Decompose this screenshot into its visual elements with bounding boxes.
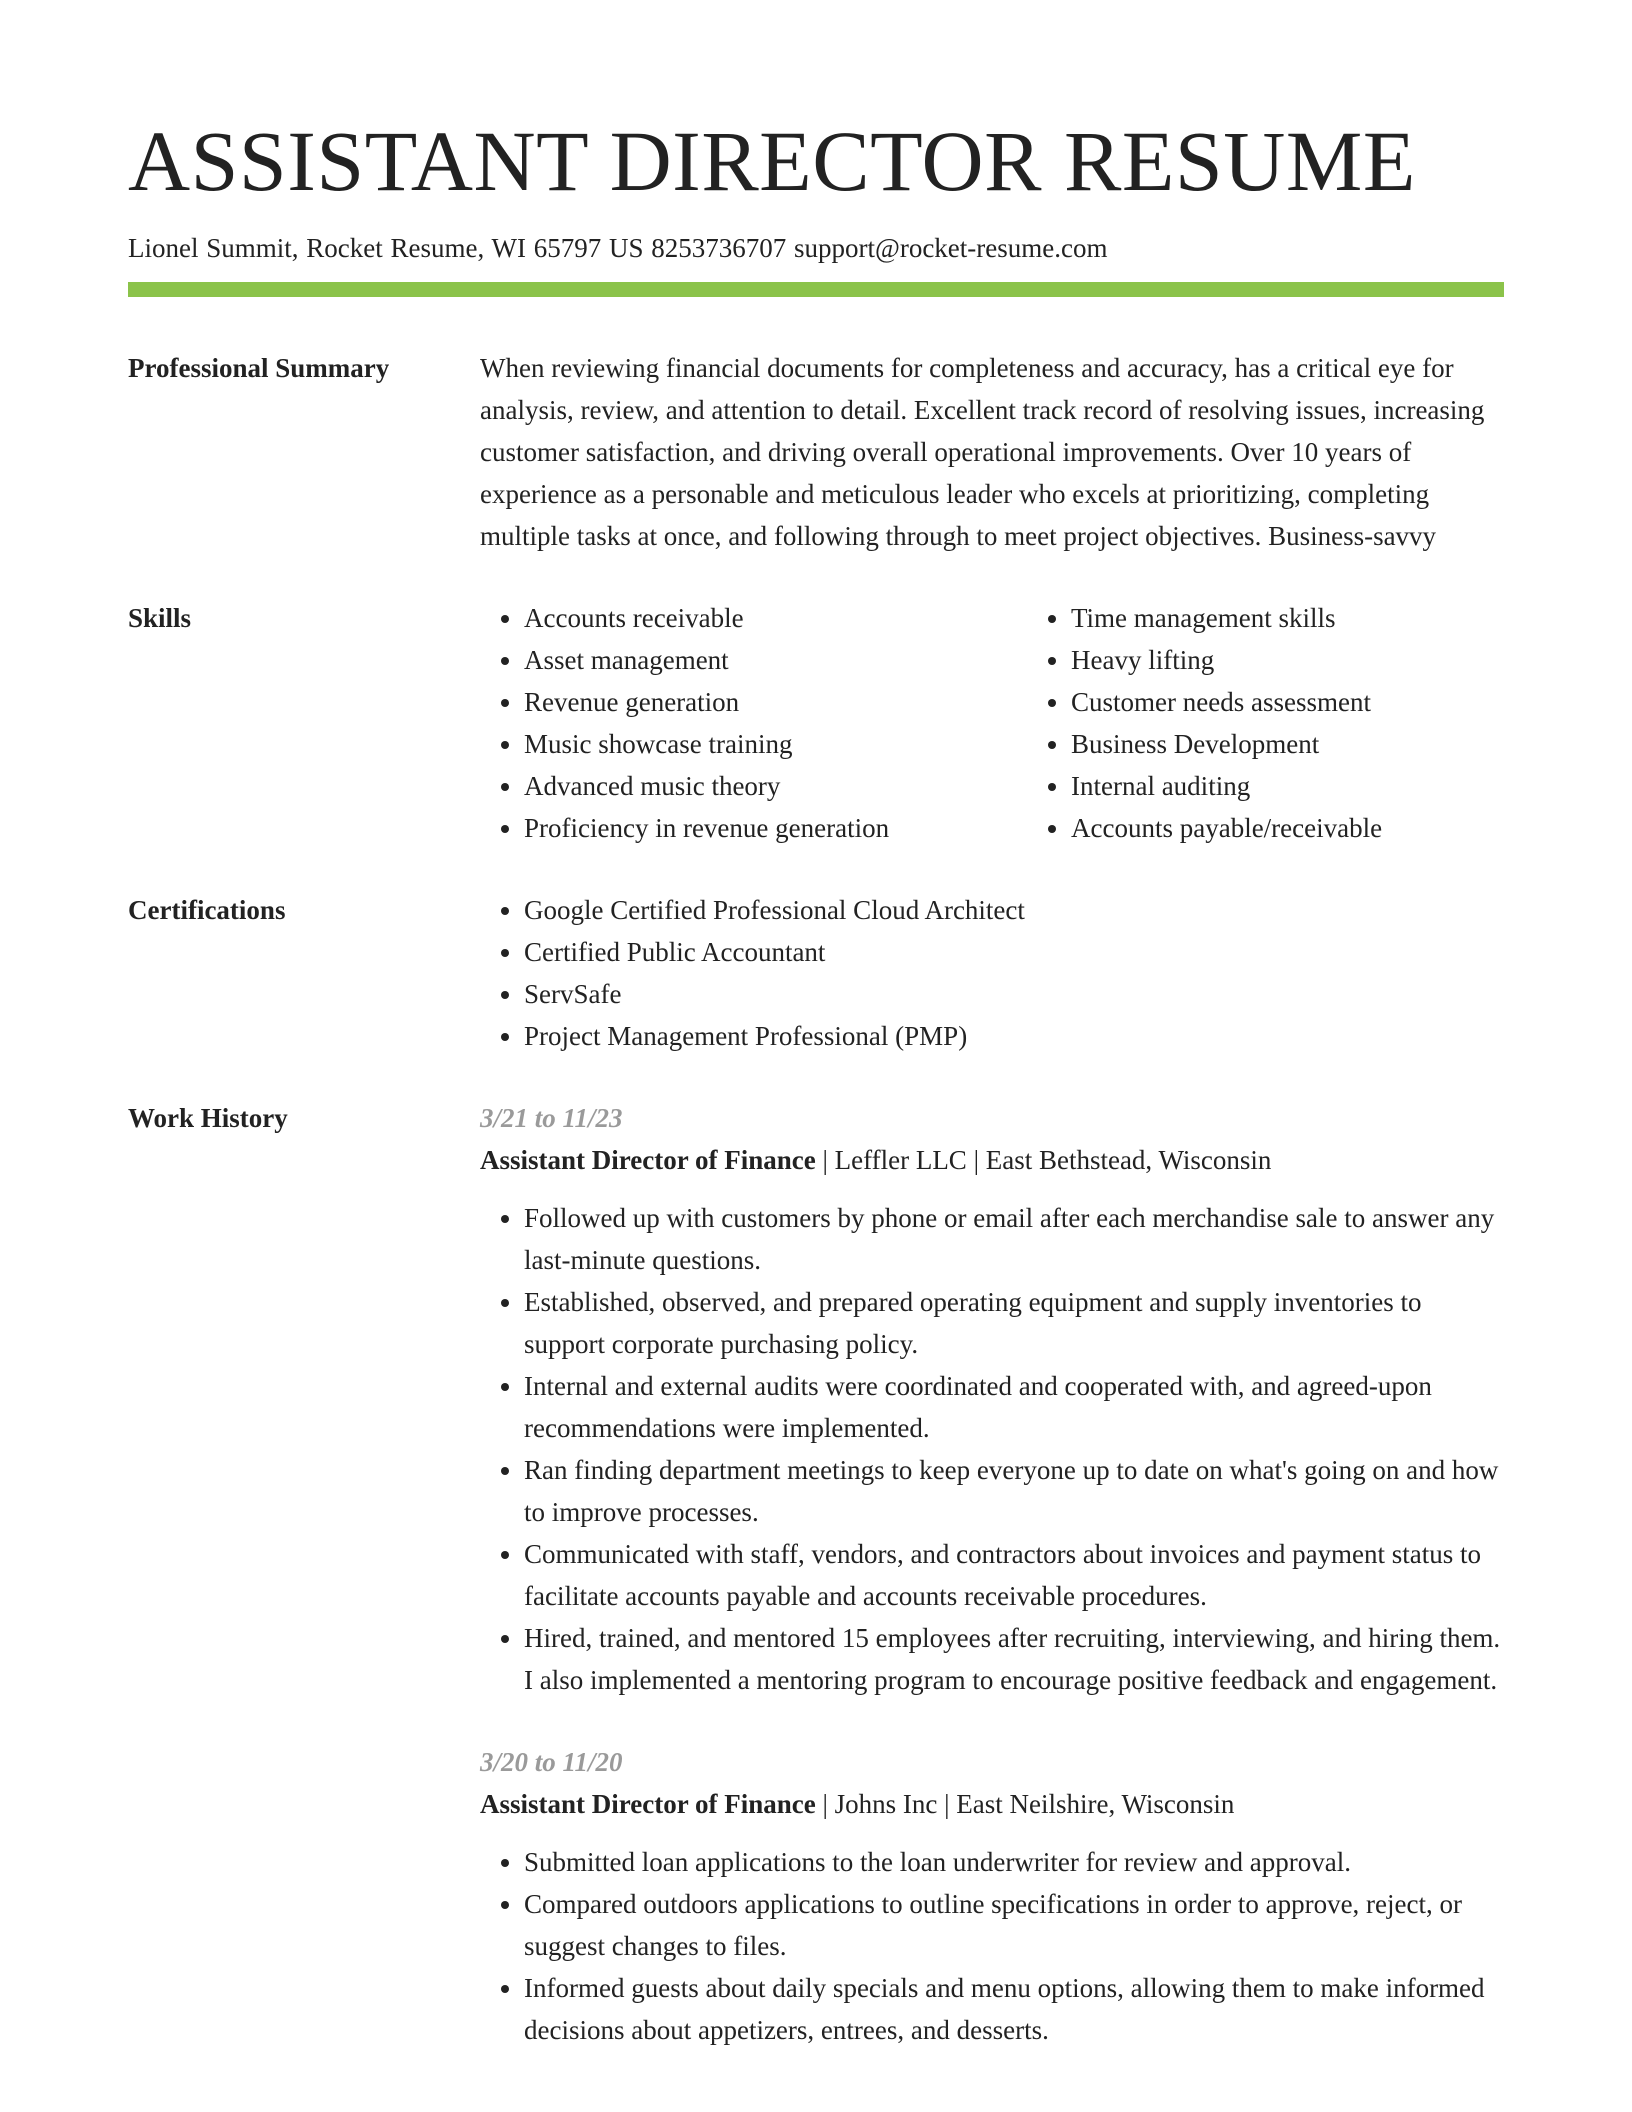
list-item: • Followed up with customers by phone or email after each merchandise sale to answer any last-minute questions. [524, 1197, 1504, 1281]
list-item: • Submitted loan applications to the loan underwriter for review and approval. [524, 1841, 1504, 1883]
job-company-location: | Leffler LLC | East Bethstead, Wisconsin [815, 1145, 1272, 1176]
list-item: • Accounts receivable [524, 597, 1027, 639]
skills-list-left [480, 597, 1027, 849]
job-entry [480, 1097, 1504, 1701]
list-item: • Music showcase training [524, 723, 1027, 765]
job-role: Assistant Director of Finance [480, 1789, 816, 1820]
certifications-section [128, 889, 1504, 1057]
list-item: • Revenue generation [524, 681, 1027, 723]
section-title: Professional Summary [128, 353, 390, 384]
section-title: Work History [128, 1103, 288, 1134]
contact-line: Lionel Summit, Rocket Resume, WI 65797 US 8253736707 support@rocket-resume.com [128, 233, 1108, 263]
list-item: • Advanced music theory [524, 765, 1027, 807]
list-item: • Heavy lifting [1071, 639, 1574, 681]
skills-section [128, 597, 1504, 849]
skills-list-right [1027, 597, 1574, 849]
list-item: • Time management skills [1071, 597, 1574, 639]
list-item: • Internal auditing [1071, 765, 1574, 807]
list-item: • Asset management [524, 639, 1027, 681]
list-item: • Compared outdoors applications to outline specifications in order to approve, reject, or suggest changes to files. [524, 1883, 1504, 1967]
section-title: Skills [128, 603, 192, 634]
job-role: Assistant Director of Finance [480, 1145, 816, 1176]
certifications-list [480, 889, 1504, 1057]
section-title: Certifications [128, 895, 286, 926]
list-item: • Customer needs assessment [1071, 681, 1574, 723]
list-item: • Established, observed, and prepared operating equipment and supply inventories to support corporate purchasing policy. [524, 1281, 1504, 1365]
professional-summary-section [128, 347, 1504, 557]
list-item: • Google Certified Professional Cloud Architect [524, 889, 1504, 931]
list-item: • Communicated with staff, vendors, and contractors about invoices and payment status to facilitate accounts payable and accounts receivable procedures. [524, 1533, 1504, 1617]
summary-text: When reviewing financial documents for completeness and accuracy, has a critical eye for analysis, review, and attention to detail. Excellent track record of resolving issues, increasing customer satisfaction, and driving overall operational improvements. Over 10 years of experience as a personable and meticulous leader who excels at prioritizing, completing multiple tasks at once, and following through to meet project objectives. Business-savvy [480, 353, 1485, 552]
list-item: • Ran finding department meetings to keep everyone up to date on what's going on and how to improve processes. [524, 1449, 1504, 1533]
work-history-section [128, 1097, 1504, 2091]
job-heading [480, 1783, 1504, 1825]
list-item: • Project Management Professional (PMP) [524, 1015, 1504, 1057]
list-item: • Informed guests about daily specials and menu options, allowing them to make informed decisions about appetizers, entrees, and desserts. [524, 1967, 1504, 2051]
list-item: • Hired, trained, and mentored 15 employees after recruiting, interviewing, and hiring them. I also implemented a mentoring program to encourage positive feedback and engagement. [524, 1617, 1504, 1701]
job-bullets [480, 1197, 1504, 1701]
list-item: • Certified Public Accountant [524, 931, 1504, 973]
resume-title: ASSISTANT DIRECTOR RESUME [128, 113, 1416, 209]
list-item: • ServSafe [524, 973, 1504, 1015]
job-entry [480, 1741, 1504, 2051]
list-item: • Internal and external audits were coordinated and cooperated with, and agreed-upon recommendations were implemented. [524, 1365, 1504, 1449]
job-date: 3/20 to 11/20 [480, 1747, 623, 1778]
accent-divider [128, 282, 1504, 297]
job-heading [480, 1139, 1504, 1181]
job-date: 3/21 to 11/23 [480, 1103, 623, 1134]
list-item: • Business Development [1071, 723, 1574, 765]
list-item: • Proficiency in revenue generation [524, 807, 1027, 849]
job-company-location: | Johns Inc | East Neilshire, Wisconsin [815, 1789, 1235, 1820]
list-item: • Accounts payable/receivable [1071, 807, 1574, 849]
job-bullets [480, 1841, 1504, 2051]
